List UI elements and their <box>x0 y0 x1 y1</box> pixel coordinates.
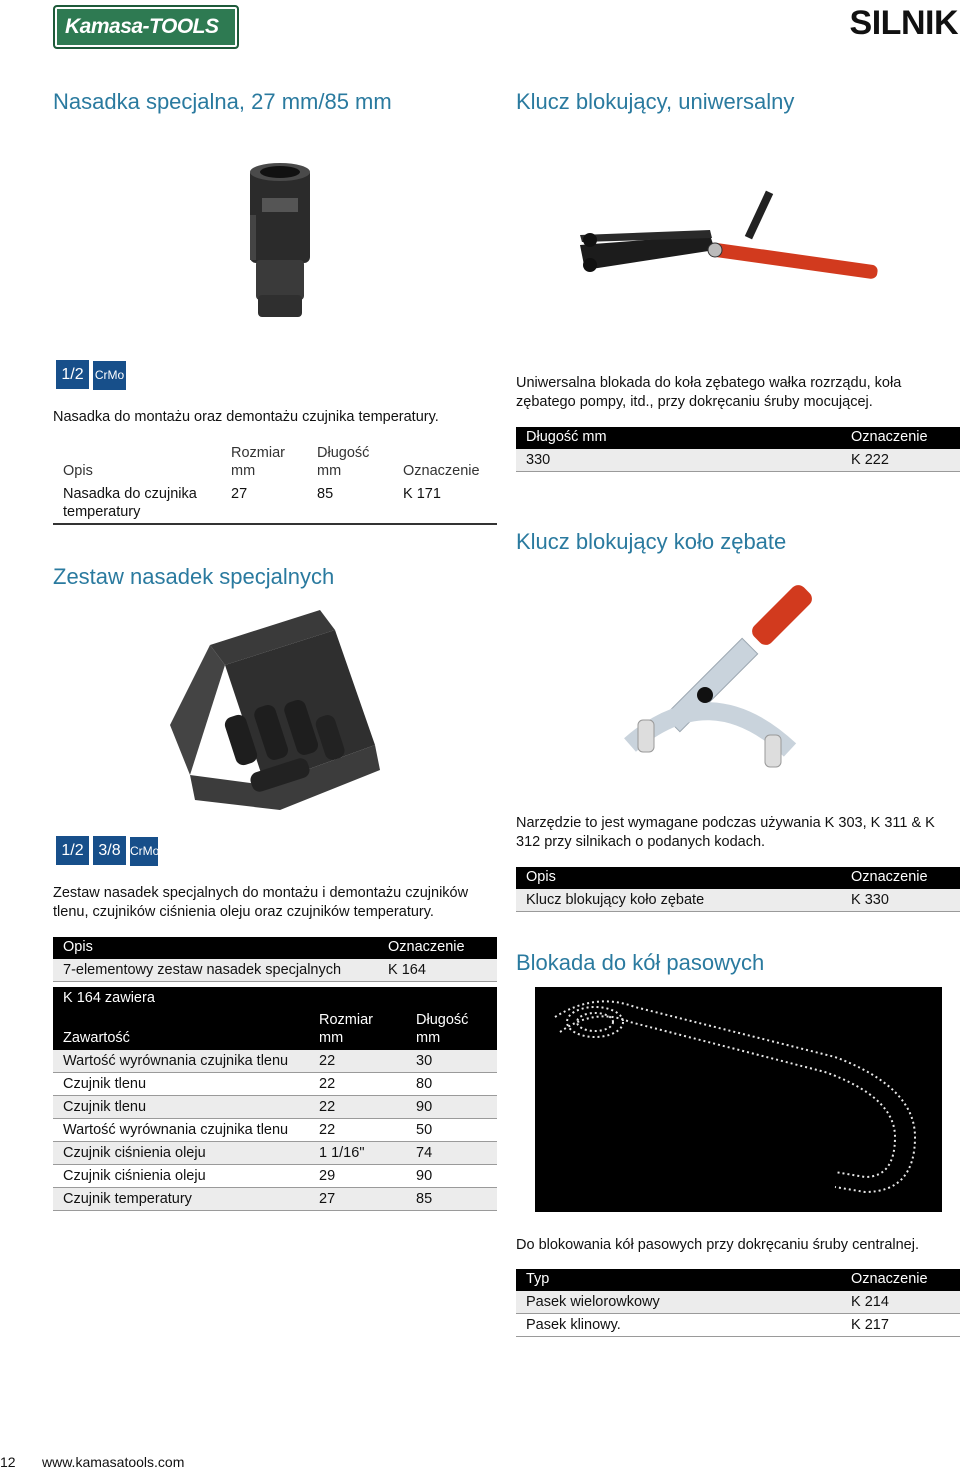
col-zawartosc: Zawartość <box>53 1010 309 1050</box>
cell: K 217 <box>841 1314 960 1337</box>
table-row <box>53 1119 497 1142</box>
drive-size-badge: 1/2 <box>56 360 89 389</box>
cell: 85 <box>307 483 393 524</box>
table-row <box>53 1142 497 1165</box>
col-oznaczenie: Oznaczenie <box>378 937 497 959</box>
badge-row-1 <box>56 360 130 390</box>
cell: Wartość wyrównania czujnika tlenu <box>53 1119 309 1142</box>
cell: 74 <box>406 1142 497 1165</box>
col-dlugosc: Długość mm <box>406 1010 497 1050</box>
cell: Klucz blokujący koło zębate <box>516 889 841 912</box>
cell: 85 <box>406 1188 497 1211</box>
cell: 22 <box>309 1050 406 1073</box>
cell: 27 <box>309 1188 406 1211</box>
section-heading-nasadka: Nasadka specjalna, 27 mm/85 mm <box>53 89 392 114</box>
cell: Wartość wyrównania czujnika tlenu <box>53 1050 309 1073</box>
contents-caption: K 164 zawiera <box>53 987 497 1010</box>
cell: 90 <box>406 1165 497 1188</box>
gear-locking-wrench-image <box>620 575 850 785</box>
col-rozmiar: Rozmiar mm <box>309 1010 406 1050</box>
table-row <box>516 889 960 912</box>
page-number: 12 <box>0 1454 16 1470</box>
cell: K 171 <box>393 483 497 524</box>
brand-logo <box>53 5 239 49</box>
description-klucz-uniwersalny: Uniwersalna blokada do koła zębatego wałka rozrządu, koła zębatego pompy, itd., przy dokręcaniu śruby mocującej. <box>516 375 902 410</box>
table-zestaw <box>53 937 497 982</box>
cell: 22 <box>309 1096 406 1119</box>
section-heading-blokada: Blokada do kół pasowych <box>516 950 765 975</box>
col-opis: Opis <box>516 867 841 889</box>
description-blokada: Do blokowania kół pasowych przy dokręcaniu śruby centralnej. <box>516 1237 919 1253</box>
section-heading-klucz-uniwersalny: Klucz blokujący, uniwersalny <box>516 89 795 114</box>
cell: Czujnik tlenu <box>53 1073 309 1096</box>
table-row <box>53 959 497 982</box>
cell: K 214 <box>841 1291 960 1314</box>
col-rozmiar: Rozmiar mm <box>221 443 307 483</box>
universal-wrench-image <box>580 190 880 280</box>
cell: K 330 <box>841 889 960 912</box>
cell: 330 <box>516 449 841 472</box>
table-row <box>53 483 497 524</box>
table-row <box>53 1165 497 1188</box>
col-typ: Typ <box>516 1269 841 1291</box>
pulley-lock-image <box>535 987 942 1212</box>
material-badge: CrMo <box>130 837 158 866</box>
col-opis: Opis <box>53 937 378 959</box>
cell: Czujnik ciśnienia oleju <box>53 1142 309 1165</box>
col-dlugosc: Długość mm <box>307 443 393 483</box>
table-row <box>53 1050 497 1073</box>
table-row <box>516 449 960 472</box>
description-klucz-kolo: Narzędzie to jest wymagane podczas używania K 303, K 311 & K 312 przy silnikach o podanych kodach. <box>516 815 935 850</box>
socket-product-image <box>240 160 320 322</box>
section-heading-klucz-kolo: Klucz blokujący koło zębate <box>516 529 787 554</box>
col-oznaczenie: Oznaczenie <box>393 443 497 483</box>
website-link[interactable]: www.kamasatools.com <box>42 1454 185 1470</box>
brand-logo-text: Kamasa-TOOLS <box>65 15 219 38</box>
col-opis: Opis <box>53 443 221 483</box>
table-blokada <box>516 1269 960 1337</box>
col-oznaczenie: Oznaczenie <box>841 1269 960 1291</box>
cell: Pasek wielorowkowy <box>516 1291 841 1314</box>
col-oznaczenie: Oznaczenie <box>841 867 960 889</box>
material-badge: CrMo <box>93 361 126 390</box>
cell: 50 <box>406 1119 497 1142</box>
cell: 29 <box>309 1165 406 1188</box>
badge-row-2 <box>56 836 162 866</box>
section-heading-zestaw: Zestaw nasadek specjalnych <box>53 564 335 589</box>
cell: 30 <box>406 1050 497 1073</box>
cell: 22 <box>309 1073 406 1096</box>
drive-size-badge: 1/2 <box>56 836 89 865</box>
description-nasadka: Nasadka do montażu oraz demontażu czujnika temperatury. <box>53 409 439 425</box>
page-title: SILNIK <box>849 4 958 42</box>
cell: K 164 <box>378 959 497 982</box>
col-oznaczenie: Oznaczenie <box>841 427 960 449</box>
cell: 27 <box>221 483 307 524</box>
table-row <box>53 1073 497 1096</box>
drive-size-badge: 3/8 <box>93 836 126 865</box>
cell: Pasek klinowy. <box>516 1314 841 1337</box>
cell: Czujnik temperatury <box>53 1188 309 1211</box>
col-dlugosc: Długość mm <box>516 427 841 449</box>
table-row <box>516 1291 960 1314</box>
table-row <box>53 1188 497 1211</box>
table-klucz-kolo <box>516 867 960 912</box>
cell: Czujnik tlenu <box>53 1096 309 1119</box>
cell: 22 <box>309 1119 406 1142</box>
table-klucz-uniwersalny <box>516 427 960 472</box>
cell: K 222 <box>841 449 960 472</box>
description-zestaw: Zestaw nasadek specjalnych do montażu i demontażu czujników tlenu, czujników ciśnienia oleju oraz czujników temperatury. <box>53 885 469 920</box>
cell: 1 1/16" <box>309 1142 406 1165</box>
table-row <box>53 1096 497 1119</box>
cell: Czujnik ciśnienia oleju <box>53 1165 309 1188</box>
table-row <box>516 1314 960 1337</box>
socket-set-case-image <box>170 605 385 825</box>
table-nasadka <box>53 443 497 525</box>
cell: 80 <box>406 1073 497 1096</box>
table-k164-contents <box>53 987 497 1211</box>
cell: 90 <box>406 1096 497 1119</box>
cell: 7-elementowy zestaw nasadek specjalnych <box>53 959 378 982</box>
cell: Nasadka do czujnika temperatury <box>53 483 221 524</box>
